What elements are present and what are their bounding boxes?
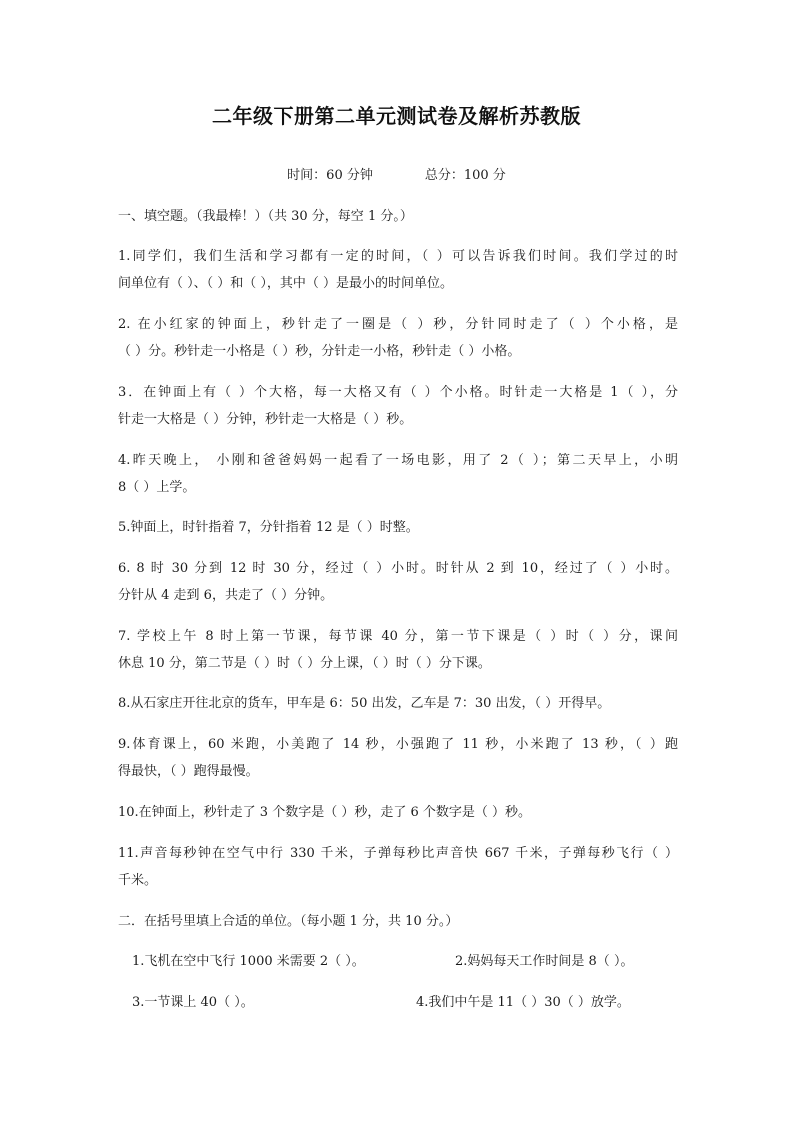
- question-5-line-1: 5.钟面上，时针指着 7，分针指着 12 是（ ）时整。: [118, 520, 419, 535]
- question-3-line-1: 3．在钟面上有（ ）个大格，每一大格又有（ ）个小格。时针走一大格是 1（ ），分: [118, 385, 678, 400]
- section-2-item-2: 2.妈妈每天工作时间是 8（ ）。: [455, 954, 634, 969]
- question-6-line-1: 6. 8 时 30 分到 12 时 30 分，经过（ ）小时。时针从 2 到 10，经过了（ ）小时。: [118, 561, 678, 576]
- section-2-heading: 二．在括号里填上合适的单位。（每小题 1 分，共 10 分。）: [118, 914, 459, 929]
- section-1-heading: 一、填空题。（我最棒！）（共 30 分，每空 1 分。）: [118, 209, 413, 224]
- page-title: 二年级下册第二单元测试卷及解析苏教版: [212, 104, 581, 128]
- section-2-item-4: 4.我们中午是 11（ ）30（ ）放学。: [416, 995, 630, 1010]
- question-4-line-1: 4.昨天晚上， 小刚和爸爸妈妈一起看了一场电影，用了 2（ ）；第二天早上，小明: [118, 453, 678, 468]
- time-limit: 时间：60 分钟: [287, 168, 373, 183]
- question-4-line-2: 8（ ）上学。: [118, 480, 196, 495]
- question-2-line-1: 2. 在小红家的钟面上，秒针走了一圈是（ ）秒，分针同时走了（ ）个小格，是: [118, 317, 678, 332]
- question-7-line-2: 休息 10 分，第二节是（ ）时（ ）分上课，（ ）时（ ）分下课。: [118, 656, 491, 671]
- total-score: 总分：100 分: [424, 168, 506, 183]
- question-3-line-2: 针走一大格是（ ）分钟，秒针走一大格是（ ）秒。: [118, 412, 413, 427]
- section-2-item-1: 1.飞机在空中飞行 1000 米需要 2（ ）。: [132, 954, 365, 969]
- exam-meta: [0, 164, 793, 183]
- question-2-line-2: （ ）分。秒针走一小格是（ ）秒，分针走一小格，秒针走（ ）小格。: [118, 344, 521, 359]
- question-1-line-2: 间单位有（ ）、（ ）和（ ），其中（ ）是最小的时间单位。: [118, 276, 454, 291]
- question-7-line-1: 7. 学校上午 8 时上第一节课，每节课 40 分，第一节下课是（ ）时（ ）分，课间: [118, 629, 678, 644]
- question-1-line-1: 1.同学们，我们生活和学习都有一定的时间，（ ）可以告诉我们时间。我们学过的时: [118, 249, 678, 264]
- question-6-line-2: 分针从 4 走到 6，共走了（ ）分钟。: [118, 588, 334, 603]
- question-11-line-2: 千米。: [118, 873, 158, 888]
- question-11-line-1: 11.声音每秒钟在空气中行 330 千米，子弹每秒比声音快 667 千米，子弹每秒飞行（ ）: [118, 846, 678, 861]
- section-2-item-3: 3.一节课上 40（ ）。: [132, 995, 254, 1010]
- question-10-line-1: 10.在钟面上，秒针走了 3 个数字是（ ）秒，走了 6 个数字是（ ）秒。: [118, 805, 532, 820]
- question-9-line-2: 得最快，（ ）跑得最慢。: [118, 764, 259, 779]
- question-8-line-1: 8.从石家庄开往北京的货车，甲车是 6：50 出发，乙车是 7：30 出发，（ ）开得早。: [118, 696, 611, 711]
- question-9-line-1: 9.体育课上，60 米跑，小美跑了 14 秒，小强跑了 11 秒，小米跑了 13 秒，（ ）跑: [118, 737, 678, 752]
